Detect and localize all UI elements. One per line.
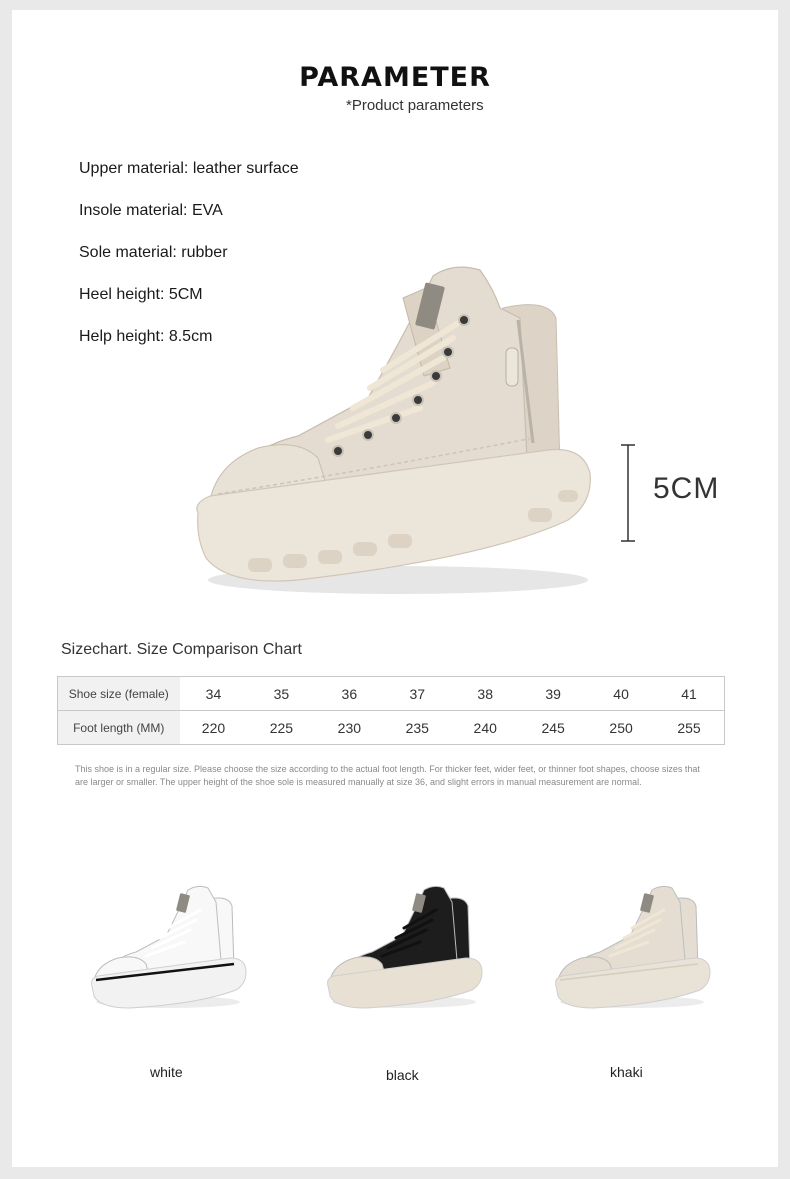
param-help-height: Help height: 8.5cm [79,328,213,345]
size-cell: 40 [587,677,655,711]
foot-length-cell: 255 [655,711,723,745]
heel-height-label: 5CM [653,472,720,505]
foot-length-cell: 250 [587,711,655,745]
page-subtitle: *Product parameters [346,97,484,114]
size-row-label: Shoe size (female) [58,677,180,711]
variant-white-label[interactable]: white [150,1064,183,1080]
page-title: PARAMETER [299,62,491,93]
size-row [58,677,725,711]
param-sole-material: Sole material: rubber [79,244,228,261]
param-upper-material: Upper material: leather surface [79,160,299,177]
size-note: This shoe is in a regular size. Please choose the size according to the actual foot length. For thicker feet, wider feet, or thinner foot shapes, choose sizes that are larger or smaller. The upper height of the shoe sole is measured manually at size 36, and slight errors in manual measurement are normal. [75,764,700,787]
variant-khaki-label[interactable]: khaki [610,1064,643,1080]
variant-black-image[interactable] [324,880,484,1015]
size-chart-table [57,676,725,745]
size-cell: 39 [519,677,587,711]
foot-length-row-label: Foot length (MM) [58,711,180,745]
size-cell: 38 [451,677,519,711]
variant-white-image[interactable] [88,880,248,1015]
param-insole-material: Insole material: EVA [79,202,223,219]
main-shoe-image [188,258,608,608]
foot-length-cell: 220 [180,711,248,745]
size-cell: 36 [315,677,383,711]
foot-length-cell: 225 [247,711,315,745]
foot-length-row [58,711,725,745]
foot-length-cell: 245 [519,711,587,745]
size-cell: 35 [247,677,315,711]
variant-black-label[interactable]: black [386,1067,419,1083]
heel-height-marker [618,444,638,544]
foot-length-cell: 240 [451,711,519,745]
size-cell: 41 [655,677,723,711]
foot-length-cell: 230 [315,711,383,745]
size-chart-title: Sizechart. Size Comparison Chart [61,641,302,658]
foot-length-cell-empty [723,711,725,745]
size-cell-empty [723,677,725,711]
size-cell: 37 [383,677,451,711]
size-cell: 34 [180,677,248,711]
param-heel-height: Heel height: 5CM [79,286,203,303]
foot-length-cell: 235 [383,711,451,745]
variant-khaki-image[interactable] [552,880,712,1015]
